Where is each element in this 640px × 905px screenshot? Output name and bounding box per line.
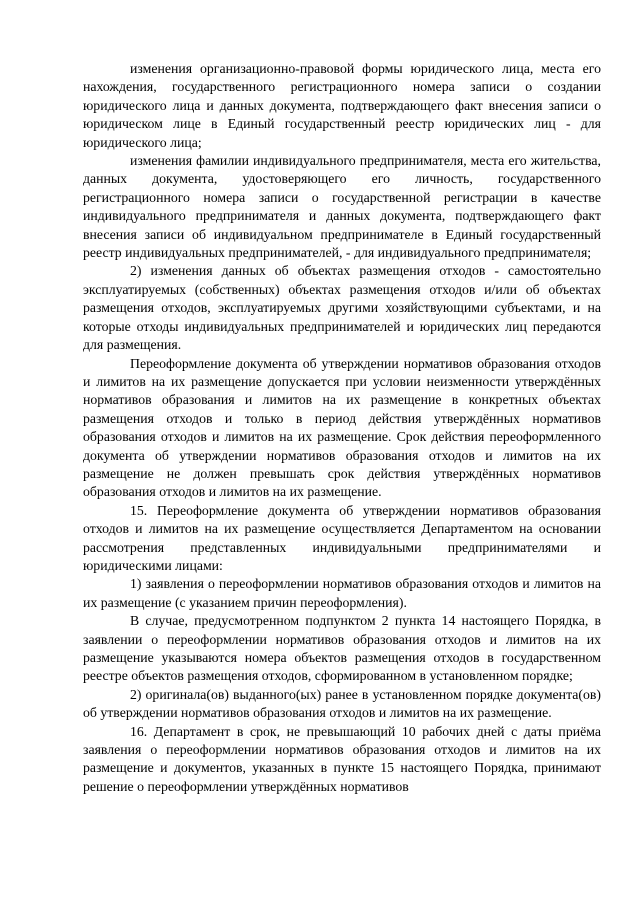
paragraph-entrepreneur-changes: изменения фамилии индивидуального предпринимателя, места его жительства, данных документа, удостоверяющего его личность, государственного регистрационного номера записи о государственной регистрации в качестве индивидуального предпринимателя и данных документа, подтверждающего факт внесения записи об индивидуальном предпринимателе в Единый государственный реестр индивидуальных предпринимателей, - для индивидуального предпринимателя;: [83, 153, 601, 261]
paragraph-item-15: 15. Переоформление документа об утверждении нормативов образования отходов и лимитов на их размещение осуществляется Департаментом на основании рассмотрения представленных индивидуальными предпринимателями и юридическими лицами:: [83, 502, 601, 573]
paragraph-item-15-sub-2: 2) оригинала(ов) выданного(ых) ранее в установленном порядке документа(ов) об утверждении нормативов образования отходов и лимитов на их размещение.: [83, 686, 601, 721]
paragraph-waste-facility-changes: 2) изменения данных об объектах размещения отходов - самостоятельно эксплуатируемых (собственных) объектах размещения отходов и/или об объектах размещения отходов, эксплуатируемых другими хозяйствующими субъектами, и на которые отходы индивидуальных предпринимателей и юридических лиц передаются для размещения.: [83, 263, 601, 353]
document-body: [83, 60, 601, 796]
paragraph-item-15-case: В случае, предусмотренном подпунктом 2 пункта 14 настоящего Порядка, в заявлении о переоформлении нормативов образования отходов и лимитов на их размещение указываются номера объектов размещения отходов в государственном реестре объектов размещения отходов, сформированном в установленном порядке;: [83, 613, 601, 684]
paragraph-item-15-sub-1: 1) заявления о переоформлении нормативов образования отходов и лимитов на их размещение (с указанием причин переоформления).: [83, 576, 601, 610]
paragraph-item-16: 16. Департамент в срок, не превышающий 10 рабочих дней с даты приёма заявления о переоформлении нормативов образования отходов и лимитов на их размещение и документов, указанных в пункте 15 настоящего Порядка, принимают решение о переоформлении утверждённых нормативов: [83, 723, 601, 794]
paragraph-reissue-conditions: Переоформление документа об утверждении нормативов образования отходов и лимитов на их размещение допускается при условии неизменности утверждённых нормативов образования и лимитов на их размещение в конкретных объектах размещения отходов и только в период действия утверждённых нормативов образования отходов и лимитов на их размещение. Срок действия переоформленного документа об утверждении нормативов образования отходов и лимитов на их размещение не должен превышать срок действия утверждённых нормативов образования отходов и лимитов на их размещение.: [83, 355, 601, 500]
paragraph-legal-entity-changes: изменения организационно-правовой формы юридического лица, места его нахождения, государственного регистрационного номера записи о создании юридического лица и данных документа, подтверждающего факт внесения записи о юридическом лице в Единый государственный реестр юридических лиц - для юридического лица;: [83, 61, 601, 150]
